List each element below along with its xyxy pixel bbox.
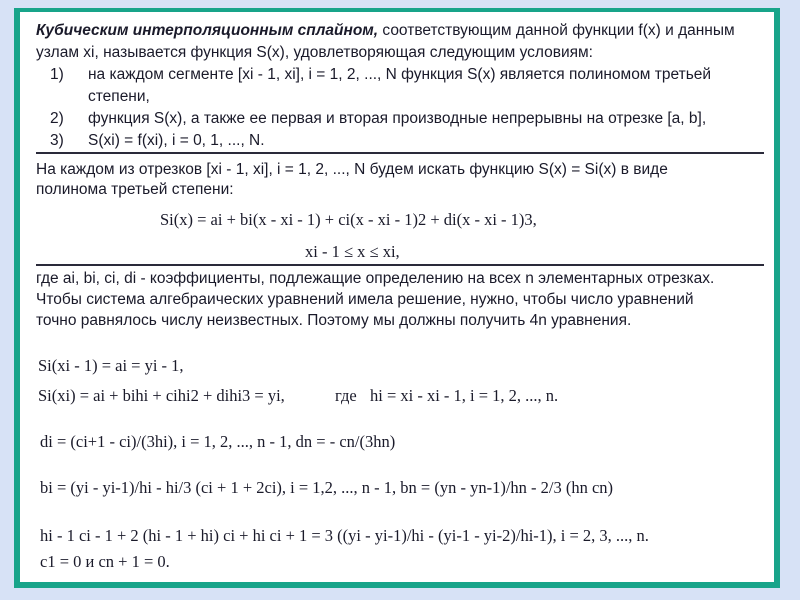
condition-2 — [36, 108, 764, 130]
definition-line1-rest: соответствующим данной функции f(x) и данным — [382, 22, 735, 39]
condition-text: на каждом сегменте [xi - 1, xi], i = 1, 2, ..., N функция S(x) является полиномом третьей — [88, 66, 712, 83]
search-line-2: полинома третьей степени: — [36, 181, 234, 198]
paragraph-line-1: где ai, bi, ci, di - коэффициенты, подлежащие определению на всех n элементарных отрезках. — [36, 270, 715, 287]
condition-number: 3) — [50, 132, 64, 149]
condition-number: 2) — [50, 110, 64, 127]
b-coefficient-formula: bi = (yi - yi-1)/hi - hi/3 (ci + 1 + 2ci), i = 1,2, ..., n - 1, bn = (yn - yn-1)/hn - 2/3 (hn cn) — [40, 478, 614, 497]
c-coefficient-system: hi - 1 ci - 1 + 2 (hi - 1 + hi) ci + hi ci + 1 = 3 ((yi - yi-1)/hi - (yi-1 - yi-2)/hi-1), i = 2, 3, ..., n. — [40, 526, 649, 545]
condition-text: S(xi) = f(xi), i = 0, 1, ..., N. — [88, 132, 265, 149]
definition-line-1 — [36, 20, 764, 42]
paragraph-line-3: точно равнялось числу неизвестных. Поэтому мы должны получить 4n уравнения. — [36, 312, 632, 329]
cubic-polynomial-equation: Si(x) = ai + bi(x - xi - 1) + ci(x - xi - 1)2 + di(x - xi - 1)3, — [160, 210, 537, 229]
condition-text: степени, — [88, 88, 150, 105]
search-text — [36, 160, 764, 200]
d-coefficient-formula: di = (ci+1 - ci)/(3hi), i = 1, 2, ..., n - 1, dn = - cn/(3hn) — [40, 432, 396, 451]
condition-1-continued — [36, 86, 764, 108]
divider — [36, 264, 764, 266]
left-endpoint-condition: Si(xi - 1) = ai = yi - 1, — [38, 356, 184, 375]
condition-1 — [36, 64, 764, 86]
where-word: где — [335, 386, 357, 405]
boundary-conditions: c1 = 0 и cn + 1 = 0. — [40, 552, 170, 571]
interval-condition: xi - 1 ≤ x ≤ xi, — [305, 242, 400, 261]
definition-term: Кубическим интерполяционным сплайном, — [36, 22, 379, 39]
step-definition: hi = xi - xi - 1, i = 1, 2, ..., n. — [370, 386, 559, 405]
paragraph-line-2: Чтобы система алгебраических уравнений имела решение, нужно, чтобы число уравнений — [36, 291, 694, 308]
right-endpoint-condition: Si(xi) = ai + bihi + cihi2 + dihi3 = yi, — [38, 386, 285, 405]
divider — [36, 152, 764, 154]
definition-line-2: узлам xi, называется функция S(x), удовлетворяющая следующим условиям: — [36, 44, 593, 61]
coefficients-paragraph — [36, 268, 764, 331]
condition-number: 1) — [50, 66, 64, 83]
condition-3 — [36, 130, 764, 152]
search-line-1: На каждом из отрезков [xi - 1, xi], i = 1, 2, ..., N будем искать функцию S(x) = Si(x) в виде — [36, 161, 668, 178]
condition-text: функция S(x), а также ее первая и вторая производные непрерывны на отрезке [a, b], — [88, 110, 707, 127]
definition-block — [36, 20, 764, 152]
